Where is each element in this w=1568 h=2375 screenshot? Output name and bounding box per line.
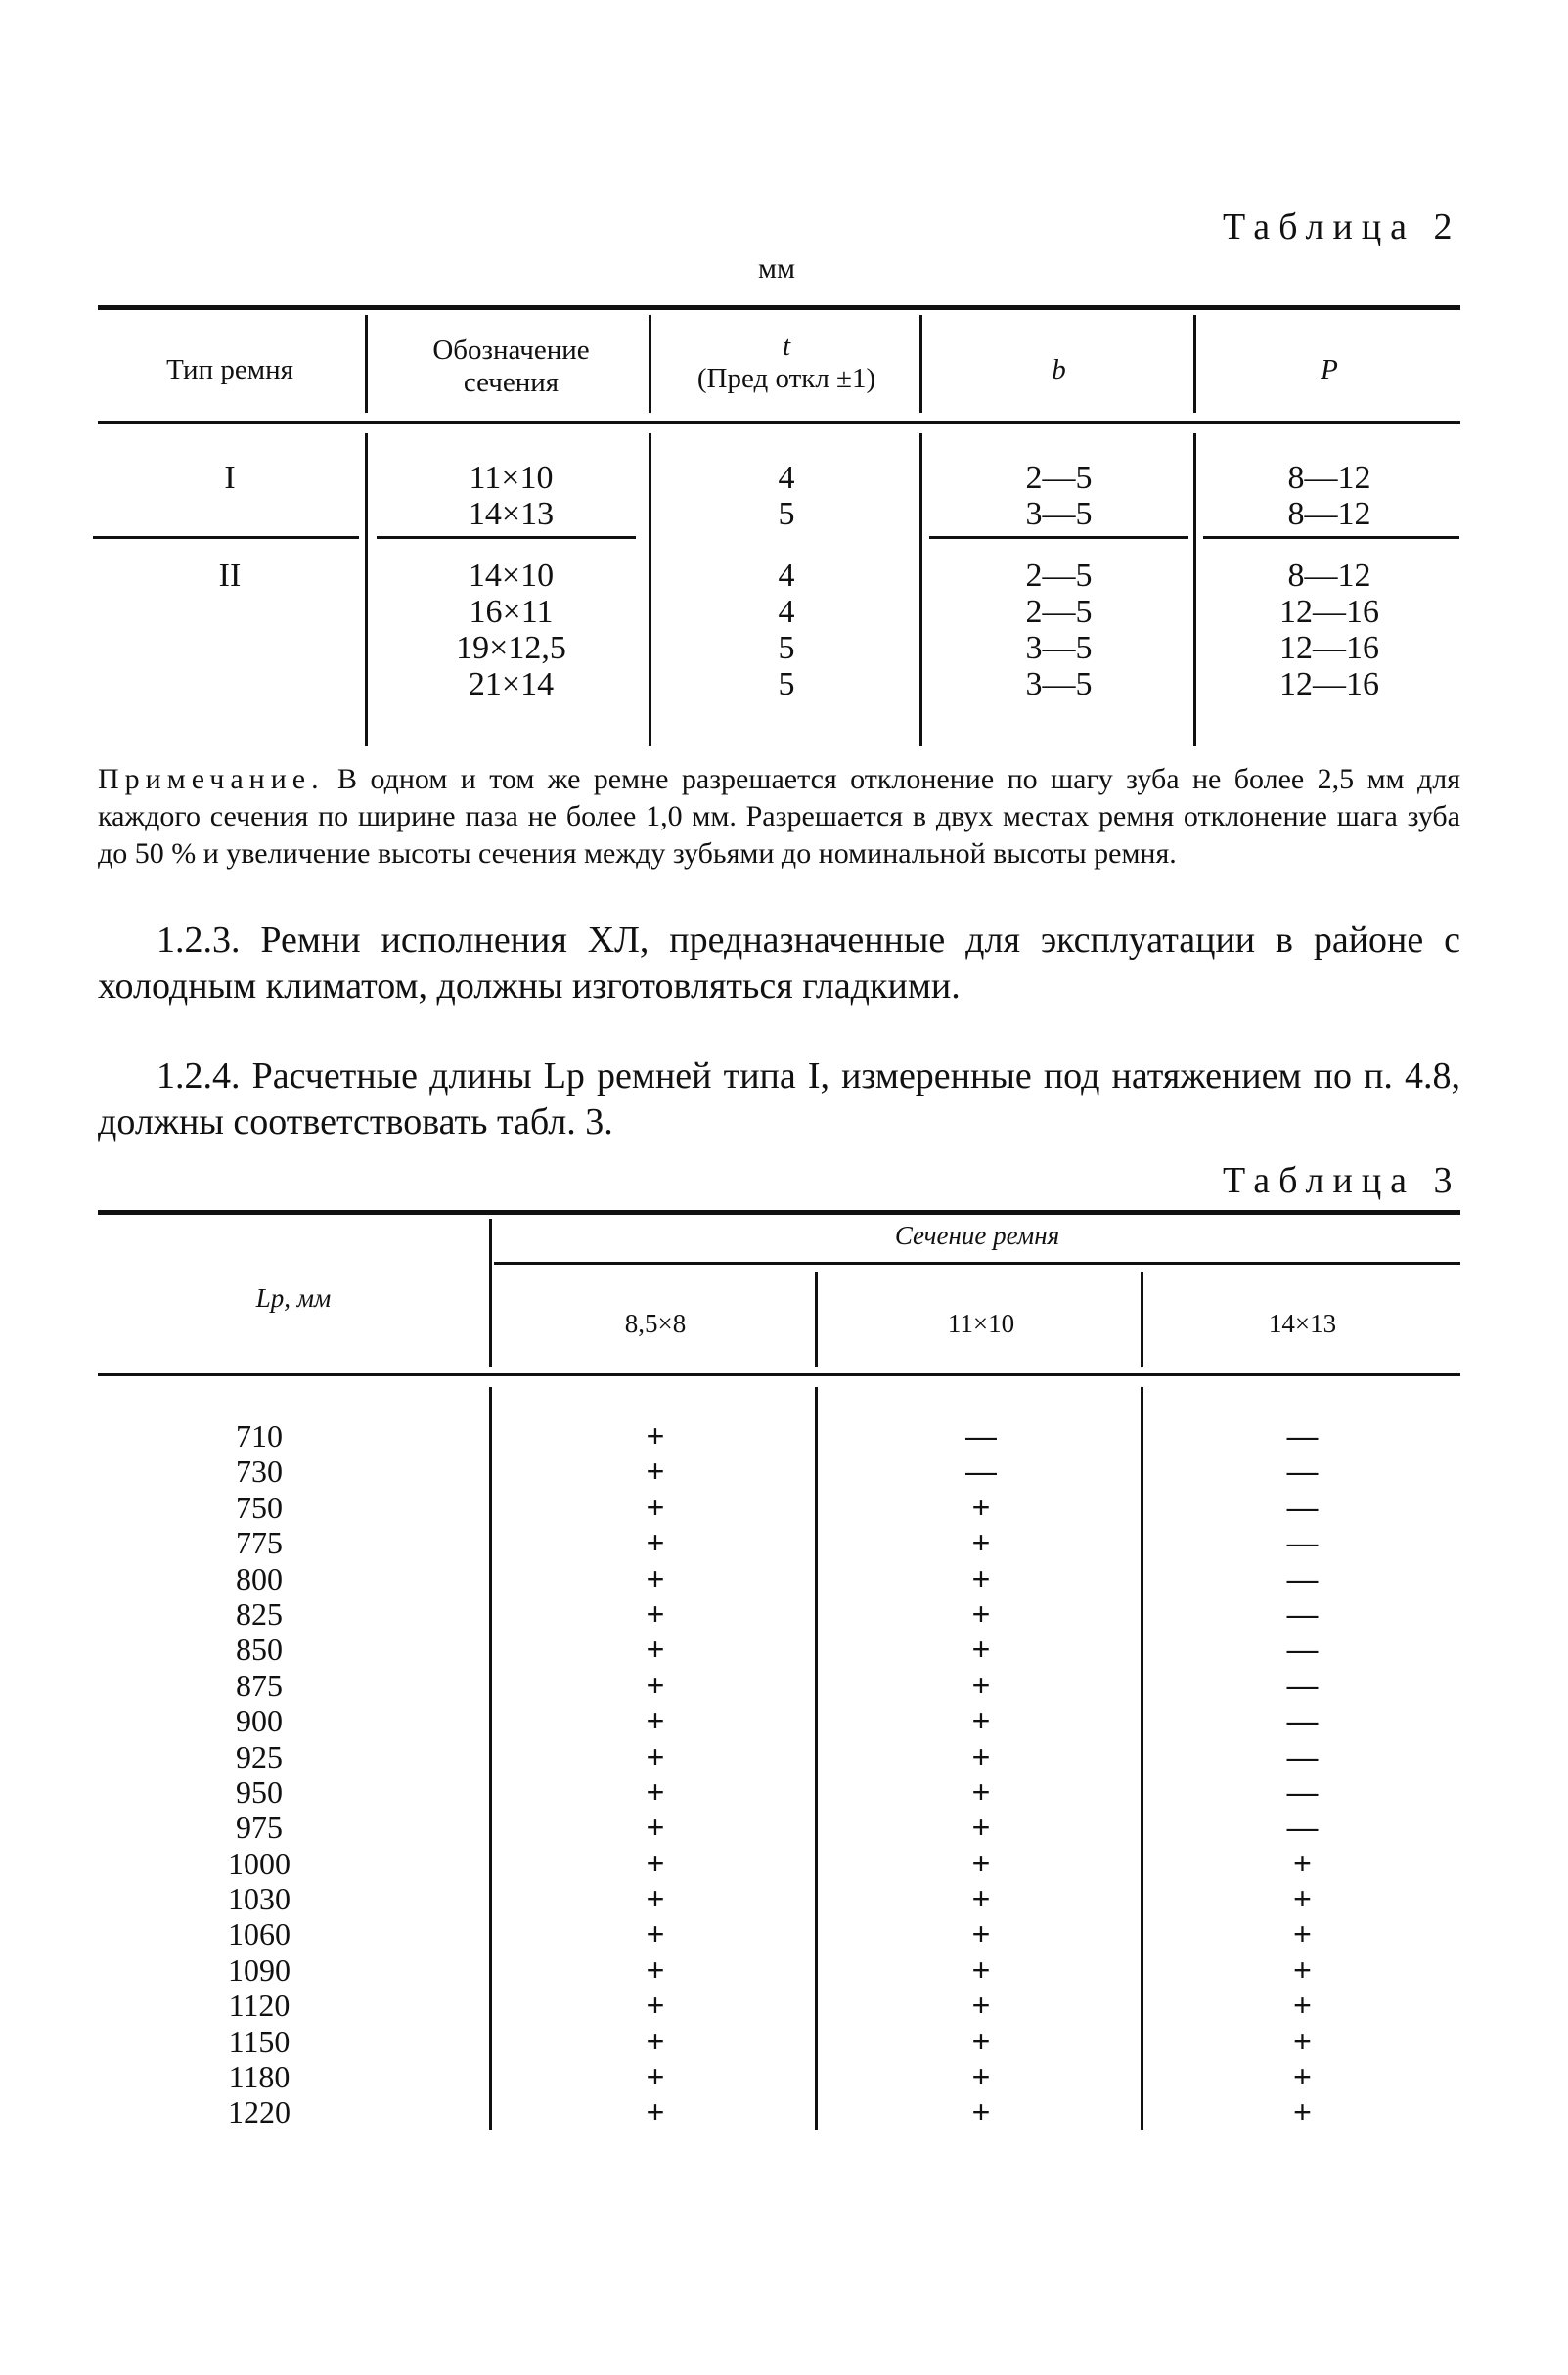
table2-cell: 4 [778, 460, 795, 496]
table2-header-rule [98, 421, 1460, 424]
col2-value: + [971, 1916, 991, 1952]
col1-value: + [646, 1525, 665, 1561]
col1-value: + [646, 1418, 665, 1454]
table2-vrule [919, 433, 922, 746]
lp-value: 975 [236, 1810, 283, 1846]
col1-value: + [646, 1773, 665, 1810]
table2-vrule [365, 315, 368, 413]
col1-value: + [646, 1881, 665, 1917]
col2-value: + [971, 1595, 991, 1632]
lp-value: 750 [236, 1489, 283, 1525]
col3-value: — [1286, 1489, 1319, 1525]
table2-header-t [653, 331, 919, 396]
table2-cell: 8—12 [1287, 496, 1371, 532]
col2-value: + [971, 1951, 991, 1988]
table2-cell: 3—5 [1025, 666, 1093, 702]
table2-cell: 14×13 [468, 496, 555, 532]
lp-value: 775 [236, 1525, 283, 1561]
col3-value: + [1293, 1988, 1312, 2024]
table3-header-col2: 11×10 [947, 1309, 1015, 1338]
table3-lp-column [98, 1418, 421, 2130]
lp-value: 1150 [228, 2023, 291, 2059]
table3-top-rule [98, 1210, 1460, 1215]
table2-type-II: II [218, 558, 242, 594]
col3-value: — [1286, 1560, 1319, 1596]
col3-value: + [1293, 2023, 1312, 2059]
col1-value: + [646, 1560, 665, 1596]
table2-group-rule [1203, 536, 1459, 539]
table3-header-col1: 8,5×8 [624, 1309, 687, 1338]
col3-value: — [1286, 1525, 1319, 1561]
table2-cell: 5 [778, 630, 795, 666]
table2-cell: 3—5 [1025, 630, 1093, 666]
table2-group2-sections [372, 558, 650, 702]
table2-cell: 12—16 [1279, 666, 1379, 702]
lp-value: 1180 [228, 2059, 291, 2095]
table2-cell: 5 [778, 496, 795, 532]
table2-group2-b [924, 558, 1193, 702]
col1-value: + [646, 1703, 665, 1739]
lp-value: 1220 [228, 2094, 291, 2130]
table2-group2-p [1198, 558, 1460, 702]
header-t-symbol: t [782, 331, 791, 362]
table2-cell: 2—5 [1025, 558, 1093, 594]
col2-value: — [965, 1454, 997, 1490]
table2-group1-sections [372, 460, 650, 532]
table3-header-lp: Lр, мм [255, 1283, 332, 1313]
header-designation-line2: сечения [463, 367, 560, 399]
col2-value: — [965, 1418, 997, 1454]
table2-group-rule [377, 536, 636, 539]
lp-value: 1000 [228, 1845, 291, 1881]
col1-value: + [646, 1916, 665, 1952]
table3-header-col3: 14×13 [1268, 1309, 1337, 1338]
table2-vrule [919, 315, 922, 413]
lp-value: 1060 [228, 1916, 291, 1952]
table2-cell: 14×10 [468, 558, 555, 594]
col2-value: + [971, 1988, 991, 2024]
table2-title: Таблица 2 [1223, 206, 1461, 247]
table2-vrule [1193, 433, 1196, 746]
lp-value: 900 [236, 1703, 283, 1739]
col2-value: + [971, 1881, 991, 1917]
table3-title: Таблица 3 [1223, 1160, 1461, 1201]
lp-value: 1030 [228, 1881, 291, 1917]
table2-cell: 2—5 [1025, 594, 1093, 630]
lp-value: 850 [236, 1632, 283, 1668]
note-label: Примечание. [98, 763, 325, 795]
table2-cell: 12—16 [1279, 594, 1379, 630]
col2-value: + [971, 1489, 991, 1525]
table2-cell: 11×10 [469, 460, 554, 496]
col1-value: + [646, 1595, 665, 1632]
table2-group1-t [653, 460, 919, 532]
col2-value: + [971, 1845, 991, 1881]
table3-vrule [489, 1387, 492, 2130]
table2-group-rule [93, 536, 359, 539]
table3-header-section: Сечение ремня [894, 1221, 1060, 1250]
table2-header-type: Тип ремня [166, 354, 293, 385]
col3-value: — [1286, 1595, 1319, 1632]
col2-value: + [971, 1810, 991, 1846]
col2-value: + [971, 1738, 991, 1774]
col1-value: + [646, 2023, 665, 2059]
lp-value: 950 [236, 1773, 283, 1810]
col2-value: + [971, 1773, 991, 1810]
col1-value: + [646, 1738, 665, 1774]
lp-value: 800 [236, 1560, 283, 1596]
col1-value: + [646, 1632, 665, 1668]
col3-value: + [1293, 1951, 1312, 1988]
table3-vrule [815, 1272, 818, 1367]
table2-group1-p [1198, 460, 1460, 532]
table3-vrule [1141, 1272, 1143, 1367]
table2-group2-t [653, 558, 919, 702]
col2-value: + [971, 1525, 991, 1561]
table2-cell: 12—16 [1279, 630, 1379, 666]
col1-value: + [646, 1454, 665, 1490]
lp-value: 875 [236, 1667, 283, 1703]
table2-header-b: b [1052, 354, 1066, 385]
lp-value: 1090 [228, 1951, 291, 1988]
table3-vrule [489, 1219, 492, 1367]
table3-header-rule [98, 1373, 1460, 1376]
table2-cell: 2—5 [1025, 460, 1093, 496]
col3-value: — [1286, 1703, 1319, 1739]
table2-cell: 21×14 [468, 666, 555, 702]
col2-value: + [971, 1667, 991, 1703]
col3-value: — [1286, 1418, 1319, 1454]
lp-value: 825 [236, 1595, 283, 1632]
lp-value: 730 [236, 1454, 283, 1490]
col1-value: + [646, 2059, 665, 2095]
table2-cell: 19×12,5 [456, 630, 566, 666]
col3-value: + [1293, 1916, 1312, 1952]
header-t-note: (Пред откл ±1) [696, 363, 876, 395]
col2-value: + [971, 2023, 991, 2059]
col3-value: + [1293, 1845, 1312, 1881]
table3-section-rule [494, 1262, 1460, 1265]
table2-cell: 8—12 [1287, 558, 1371, 594]
table2-note [98, 761, 1460, 873]
col1-value: + [646, 2094, 665, 2130]
lp-value: 1120 [228, 1988, 291, 2024]
table2-type-I: I [224, 460, 236, 496]
table2-cell: 16×11 [469, 594, 554, 630]
col2-value: + [971, 1560, 991, 1596]
table3-col2-values [820, 1418, 1142, 2130]
note-text: В одном и том же ремне разрешается отклонение по шагу зуба не более 2,5 мм для каждого сечения по ширине паза не более 1,0 мм. Разрешается в двух местах ремня отклонение шага зуба до 50 % и увеличение высоты сечения между зубьями до номинальной высоты ремня. [98, 763, 1460, 870]
col1-value: + [646, 1988, 665, 2024]
table2-cell: 5 [778, 666, 795, 702]
table2-vrule [365, 433, 368, 746]
lp-value: 925 [236, 1738, 283, 1774]
col3-value: — [1286, 1454, 1319, 1490]
table2-group-rule [929, 536, 1188, 539]
col3-value: — [1286, 1667, 1319, 1703]
table2-vrule [1193, 315, 1196, 413]
col2-value: + [971, 1703, 991, 1739]
table2-vrule [649, 315, 651, 413]
col3-value: — [1286, 1773, 1319, 1810]
table2-group1-b [924, 460, 1193, 532]
col1-value: + [646, 1951, 665, 1988]
col2-value: + [971, 1632, 991, 1668]
col3-value: — [1286, 1632, 1319, 1668]
table2-header-p: P [1321, 354, 1338, 385]
table2-cell: 3—5 [1025, 496, 1093, 532]
lp-value: 710 [236, 1418, 283, 1454]
table3-col1-values [494, 1418, 817, 2130]
col1-value: + [646, 1489, 665, 1525]
col1-value: + [646, 1845, 665, 1881]
table3-col3-values [1144, 1418, 1460, 2130]
col1-value: + [646, 1667, 665, 1703]
table2-top-rule [98, 305, 1460, 310]
col3-value: — [1286, 1810, 1319, 1846]
col3-value: + [1293, 2094, 1312, 2130]
table2-header-designation [372, 335, 650, 400]
col3-value: — [1286, 1738, 1319, 1774]
table2-unit: мм [758, 252, 795, 285]
table2-cell: 4 [778, 594, 795, 630]
col2-value: + [971, 2059, 991, 2095]
table2-cell: 8—12 [1287, 460, 1371, 496]
col2-value: + [971, 2094, 991, 2130]
col1-value: + [646, 1810, 665, 1846]
header-designation-line1: Обозначение [432, 335, 590, 366]
col3-value: + [1293, 2059, 1312, 2095]
paragraph-1-2-4: 1.2.4. Расчетные длины Lр ремней типа I, измеренные под натяжением по п. 4.8, должны соответствовать табл. 3. [98, 1055, 1460, 1143]
col3-value: + [1293, 1881, 1312, 1917]
paragraph-1-2-3: 1.2.3. Ремни исполнения ХЛ, предназначенные для эксплуатации в районе с холодным климатом, должны изготовляться гладкими. [98, 919, 1460, 1007]
table2-cell: 4 [778, 558, 795, 594]
